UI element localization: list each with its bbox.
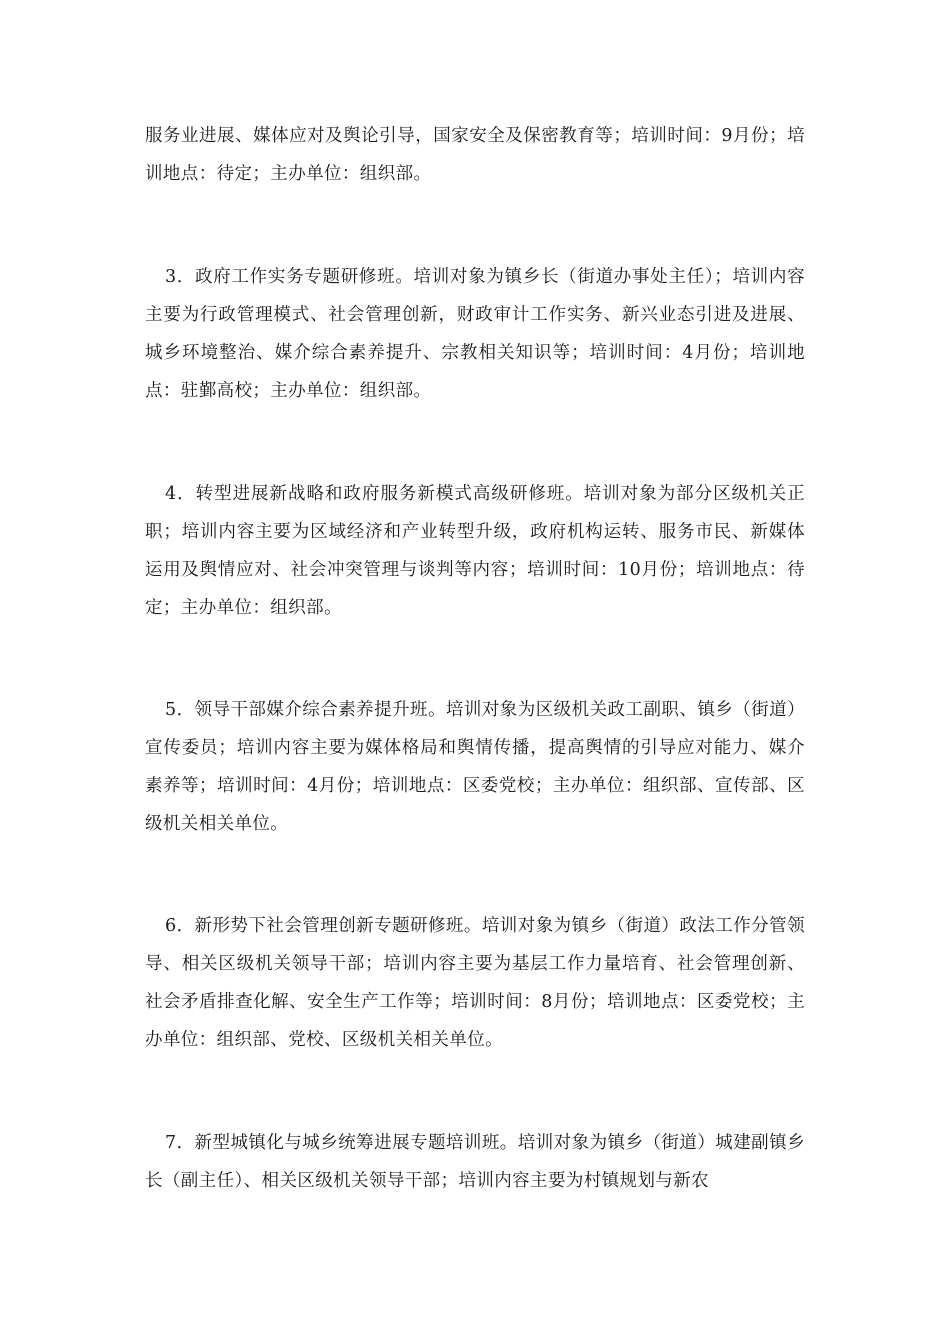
paragraph-continued: 服务业进展、媒体应对及舆论引导，国家安全及保密教育等；培训时间：9月份；培训地点：待定；主办单位：组织部。 [145,126,805,184]
paragraph-item-7: 7．新型城镇化与城乡统筹进展专题培训班。培训对象为镇乡（街道）城建副镇乡长（副主任）、相关区级机关领导干部；培训内容主要为村镇规划与新农 [145,1133,805,1191]
paragraph-item-3: 3．政府工作实务专题研修班。培训对象为镇乡长（街道办事处主任）；培训内容主要为行政管理模式、社会管理创新，财政审计工作实务、新兴业态引进及进展、城乡环境整治、媒介综合素养提升、宗教相关知识等；培训时间：4月份；培训地点：驻鄞高校；主办单位：组织部。 [145,267,805,401]
paragraph-item-6: 6．新形势下社会管理创新专题研修班。培训对象为镇乡（街道）政法工作分管领导、相关区级机关领导干部；培训内容主要为基层工作力量培育、社会管理创新、社会矛盾排查化解、安全生产工作等；培训时间：8月份；培训地点：区委党校；主办单位：组织部、党校、区级机关相关单位。 [145,916,805,1050]
paragraph-item-4: 4．转型进展新战略和政府服务新模式高级研修班。培训对象为部分区级机关正职；培训内容主要为区域经济和产业转型升级，政府机构运转、服务市民、新媒体运用及舆情应对、社会冲突管理与谈判等内容；培训时间：10月份；培训地点：待定；主办单位：组织部。 [145,484,805,618]
paragraph-item-5: 5．领导干部媒介综合素养提升班。培训对象为区级机关政工副职、镇乡（街道）宣传委员；培训内容主要为媒体格局和舆情传播，提高舆情的引导应对能力、媒介素养等；培训时间：4月份；培训地点：区委党校；主办单位：组织部、宣传部、区级机关相关单位。 [145,700,805,834]
